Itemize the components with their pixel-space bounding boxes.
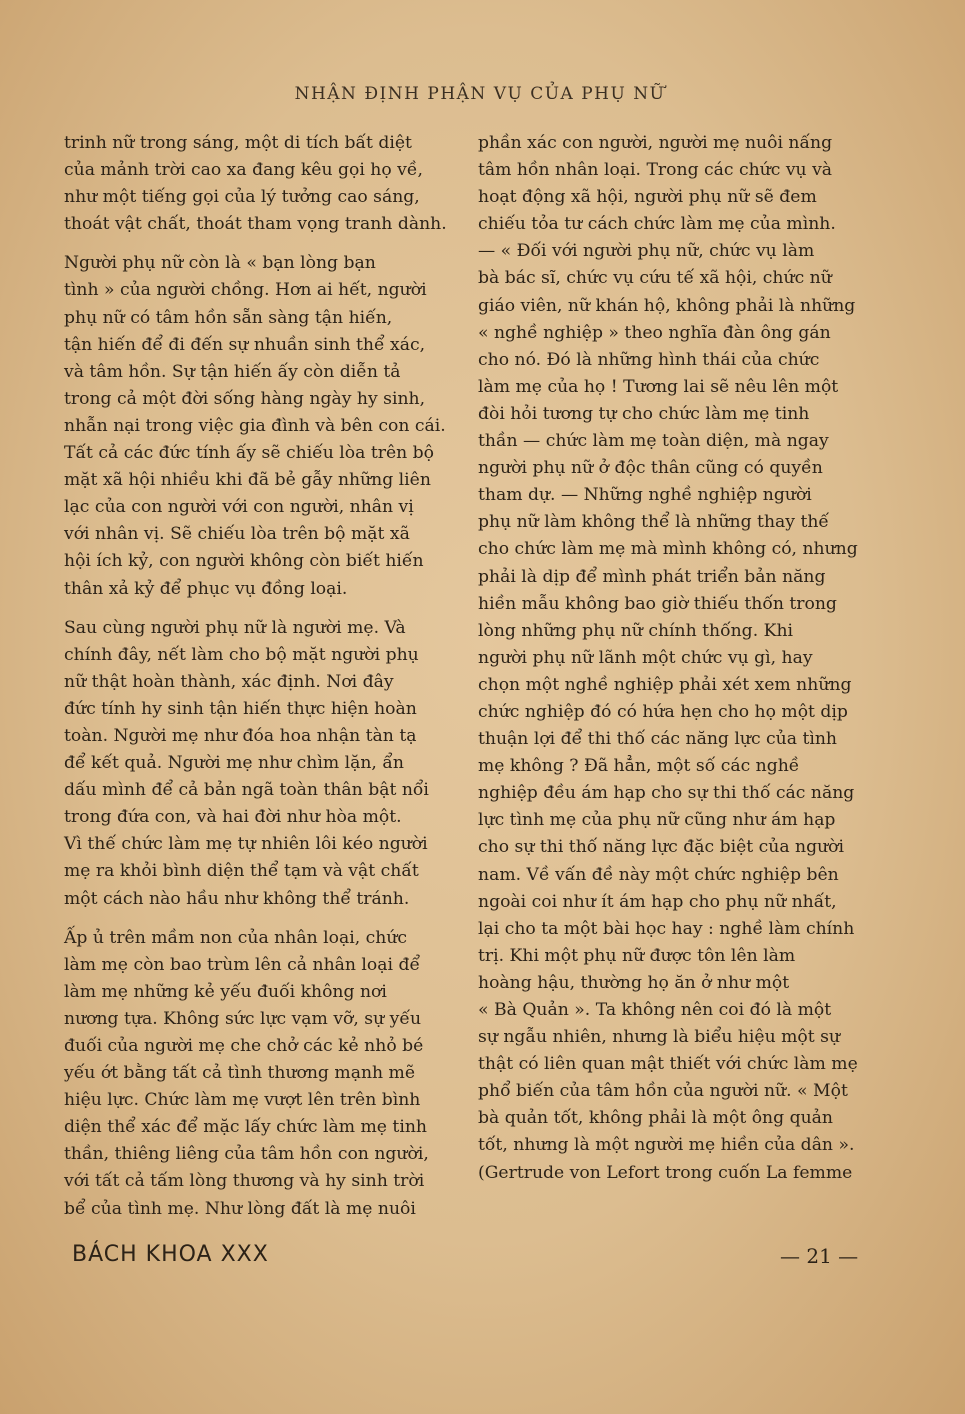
page-number: — 21 — <box>780 1244 859 1268</box>
right-column <box>478 130 870 1187</box>
paragraph: Người phụ nữ còn là « bạn lòng bạn tình » của người chồng. Hơn ai hết, người phụ nữ có tâm hồn sẵn sàng tận hiến, tận hiến để đi đến sự nhuần sinh thể xác, và tâm hồn. Sự tận hiến ấy còn diễn tả trong cả một đời sống hàng ngày hy sinh, nhẫn nại trong việc gia đình và bên con cái. Tất cả các đức tính ấy sẽ chiếu lòa trên bộ mặt xã hội nhiều khi đã bẻ gẫy những liên lạc của con người với con người, nhân vị với nhân vị. Sẽ chiếu lòa trên bộ mặt xã hội ích kỷ, con người không còn biết hiến thân xả kỷ để phục vụ đồng loại. <box>64 253 446 599</box>
paragraph: trinh nữ trong sáng, một di tích bất diệt của mảnh trời cao xa đang kêu gọi họ về, như một tiếng gọi của lý tưởng cao sáng, thoát vật chất, thoát tham vọng tranh dành. <box>64 133 447 235</box>
paragraph: phần xác con người, người mẹ nuôi nấng tâm hồn nhân loại. Trong các chức vụ và hoạt động xã hội, người phụ nữ sẽ đem chiếu tỏa tư cách chức làm mẹ của mình. — « Đối với người phụ nữ, chức vụ làm bà bác sĩ, chức vụ cứu tế xã hội, chức nữ giáo viên, nữ khán hộ, không phải là những « nghề nghiệp » theo nghĩa đàn ông gán cho nó. Đó là những hình thái của chức làm mẹ của họ ! Tương lai sẽ nêu lên một đòi hỏi tương tự cho chức làm mẹ tinh thần — chức làm mẹ toàn diện, mà ngay người phụ nữ ở độc thân cũng có quyền tham dự. — Những nghề nghiệp người phụ nữ làm không thể là những thay thế cho chức làm mẹ mà mình không có, nhưng phải là dịp để mình phát triển bản năng hiền mẫu không bao giờ thiếu thốn trong lòng những phụ nữ chính thống. Khi người phụ nữ lãnh một chức vụ gì, hay chọn một nghề nghiệp phải xét xem những chức nghiệp đó có hứa hẹn cho họ một dịp thuận lợi để thi thố các năng lực của tình mẹ không ? Đã hẳn, một số các nghề nghiệp đều ám hạp cho sự thi thố các năng lực tình mẹ của phụ nữ cũng như ám hạp cho sự thi thố năng lực đặc biệt của người nam. Về vấn đề này một chức nghiệp bên ngoài coi như ít ám hạp cho phụ nữ nhất, lại cho ta một bài học hay : nghề làm chính trị. Khi một phụ nữ được tôn lên làm hoàng hậu, thường họ ăn ở như một « Bà Quản ». Ta không nên coi đó là một sự ngẫu nhiên, nhưng là biểu hiệu một sự thật có liên quan mật thiết với chức làm mẹ phổ biến của tâm hồn của người nữ. « Một bà quản tốt, không phải là một ông quản tốt, nhưng là một người mẹ hiền của dân ». (Gertrude von Lefort trong cuốn La femme <box>478 133 858 1183</box>
running-header: NHẬN ĐỊNH PHẬN VỤ CỦA PHỤ NỮ <box>294 84 666 104</box>
paragraph: Sau cùng người phụ nữ là người mẹ. Và chính đây, nết làm cho bộ mặt người phụ nữ thật hoàn thành, xác định. Nơi đây đức tính hy sinh tận hiến thực hiện hoàn toàn. Người mẹ như đóa hoa nhận tàn tạ để kết quả. Người mẹ như chìm lặn, ẩn dấu mình để cả bản ngã toàn thân bật nổi trong đứa con, và hai đời như hòa một. Vì thế chức làm mẹ tự nhiên lôi kéo người mẹ ra khỏi bình diện thể tạm và vật chất một cách nào hầu như không thể tránh. <box>64 617 429 909</box>
journal-name: BÁCH KHOA XXX <box>72 1242 269 1267</box>
left-column <box>64 130 454 1223</box>
paragraph: Ấp ủ trên mầm non của nhân loại, chức làm mẹ còn bao trùm lên cả nhân loại để làm mẹ những kẻ yếu đuối không nơi nương tựa. Không sức lực vạm vỡ, sự yếu đuối của người mẹ che chở các kẻ nhỏ bé yếu ớt bằng tất cả tình thương mạnh mẽ hiệu lực. Chức làm mẹ vượt lên trên bình diện thể xác để mặc lấy chức làm mẹ tinh thần, thiêng liêng của tâm hồn con người, với tất cả tấm lòng thương và hy sinh trời bể của tình mẹ. Như lòng đất là mẹ nuôi <box>64 927 429 1219</box>
